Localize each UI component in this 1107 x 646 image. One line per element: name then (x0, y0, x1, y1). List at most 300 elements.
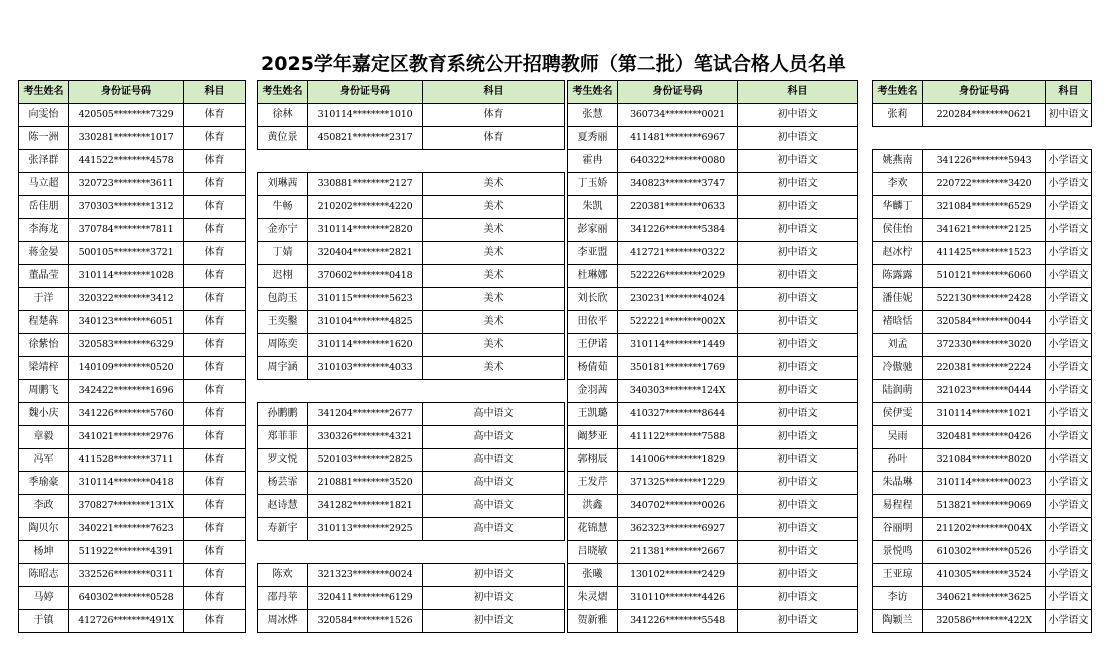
table-row (873, 403, 1092, 426)
subject: 体育 (184, 150, 246, 173)
id-number: 330881********2127 (308, 173, 423, 196)
id-number: 320404********2821 (308, 242, 423, 265)
subject: 小学语文 (1046, 610, 1092, 633)
table-row (873, 311, 1092, 334)
header-row (19, 81, 246, 104)
subject: 体育 (184, 449, 246, 472)
table-row (873, 587, 1092, 610)
header-row (258, 81, 565, 104)
id-number: 321084********6529 (923, 196, 1046, 219)
table-row (873, 265, 1092, 288)
subject: 初中语文 (738, 104, 858, 127)
table-row (568, 587, 858, 610)
table-row (19, 541, 246, 564)
id-number: 220381********0633 (618, 196, 738, 219)
candidate-name: 王发芹 (568, 472, 618, 495)
candidate-name: 杨坤 (19, 541, 69, 564)
candidate-name: 邵丹苹 (258, 587, 308, 610)
id-number: 310104********4825 (308, 311, 423, 334)
candidate-name: 冷傲驰 (873, 357, 923, 380)
table-row (568, 380, 858, 403)
candidate-name: 王奕鑿 (258, 311, 308, 334)
candidate-name: 李访 (873, 587, 923, 610)
empty-cell (423, 380, 565, 403)
table-row (19, 311, 246, 334)
table-row (568, 219, 858, 242)
id-number: 450821********2317 (308, 127, 423, 150)
table-row (873, 196, 1092, 219)
id-number: 310114********1028 (69, 265, 184, 288)
id-number: 330281********1017 (69, 127, 184, 150)
empty-cell (308, 380, 423, 403)
subject: 初中语文 (738, 472, 858, 495)
header-subject: 科目 (423, 81, 565, 104)
table-row (258, 288, 565, 311)
candidate-name: 洪鑫 (568, 495, 618, 518)
candidate-name: 侯佳怡 (873, 219, 923, 242)
header-id: 身份证号码 (923, 81, 1046, 104)
table-row (873, 564, 1092, 587)
subject: 初中语文 (738, 610, 858, 633)
subject: 初中语文 (1046, 104, 1092, 127)
candidate-name: 刘长欣 (568, 288, 618, 311)
candidate-name: 褚晗恬 (873, 311, 923, 334)
header-subject: 科目 (184, 81, 246, 104)
candidate-name: 李亚盟 (568, 242, 618, 265)
candidate-name: 阚梦亚 (568, 426, 618, 449)
subject: 小学语文 (1046, 173, 1092, 196)
empty-cell (423, 150, 565, 173)
candidate-name: 周宇涵 (258, 357, 308, 380)
candidate-name: 陈一洲 (19, 127, 69, 150)
table-row (19, 380, 246, 403)
id-number: 411425********1523 (923, 242, 1046, 265)
subject: 小学语文 (1046, 495, 1092, 518)
candidate-name: 马立超 (19, 173, 69, 196)
blank-row (258, 541, 565, 564)
candidate-name: 金亦宁 (258, 219, 308, 242)
subject: 小学语文 (1046, 219, 1092, 242)
candidate-name: 岳佳朋 (19, 196, 69, 219)
table-row (258, 242, 565, 265)
candidate-name: 刘琳茜 (258, 173, 308, 196)
table-row (568, 196, 858, 219)
id-number: 513821********9069 (923, 495, 1046, 518)
id-number: 211381********2667 (618, 541, 738, 564)
subject: 初中语文 (423, 564, 565, 587)
id-number: 332526********0311 (69, 564, 184, 587)
candidate-name: 蒋金晏 (19, 242, 69, 265)
table-row (19, 196, 246, 219)
candidate-name: 徐林 (258, 104, 308, 127)
id-number: 350181********1769 (618, 357, 738, 380)
id-number: 220381********2224 (923, 357, 1046, 380)
table-row (19, 403, 246, 426)
candidate-name: 冯军 (19, 449, 69, 472)
table-row (568, 242, 858, 265)
subject: 初中语文 (738, 495, 858, 518)
subject: 体育 (184, 357, 246, 380)
id-number: 340823********3747 (618, 173, 738, 196)
table-row (568, 564, 858, 587)
table-row (873, 472, 1092, 495)
id-number: 220284********0621 (923, 104, 1046, 127)
id-number: 210202********4220 (308, 196, 423, 219)
roster-table-2 (257, 80, 565, 633)
table-row (873, 150, 1092, 173)
id-number: 340221********7623 (69, 518, 184, 541)
id-number: 371325********1229 (618, 472, 738, 495)
candidate-name: 李海龙 (19, 219, 69, 242)
candidate-name: 陈露露 (873, 265, 923, 288)
subject: 初中语文 (738, 288, 858, 311)
id-number: 341204********2677 (308, 403, 423, 426)
candidate-name: 周冰烨 (258, 610, 308, 633)
table-row (258, 104, 565, 127)
table-row (873, 219, 1092, 242)
id-number: 372330********3020 (923, 334, 1046, 357)
table-row (873, 334, 1092, 357)
table-row (258, 127, 565, 150)
id-number: 220722********3420 (923, 173, 1046, 196)
subject: 高中语文 (423, 518, 565, 541)
table-row (258, 564, 565, 587)
id-number: 370602********0418 (308, 265, 423, 288)
subject: 小学语文 (1046, 242, 1092, 265)
table-row (568, 334, 858, 357)
table-row (568, 403, 858, 426)
id-number: 360734********0021 (618, 104, 738, 127)
candidate-name: 周陈奕 (258, 334, 308, 357)
id-number: 341226********5548 (618, 610, 738, 633)
header-name: 考生姓名 (873, 81, 923, 104)
table-row (873, 242, 1092, 265)
table-row (19, 449, 246, 472)
subject: 体育 (184, 196, 246, 219)
table-row (568, 357, 858, 380)
table-row (19, 495, 246, 518)
subject: 高中语文 (423, 449, 565, 472)
subject: 初中语文 (423, 587, 565, 610)
subject: 体育 (184, 242, 246, 265)
subject: 高中语文 (423, 472, 565, 495)
roster-table-1 (18, 80, 246, 633)
candidate-name: 徐紫怡 (19, 334, 69, 357)
subject: 高中语文 (423, 495, 565, 518)
empty-cell (258, 380, 308, 403)
subject: 小学语文 (1046, 403, 1092, 426)
candidate-name: 刘孟 (873, 334, 923, 357)
candidate-name: 王亚琼 (873, 564, 923, 587)
id-number: 320322********3412 (69, 288, 184, 311)
table-row (568, 426, 858, 449)
candidate-name: 季瑜豪 (19, 472, 69, 495)
id-number: 420505********7329 (69, 104, 184, 127)
id-number: 640302********0528 (69, 587, 184, 610)
id-number: 610302********0526 (923, 541, 1046, 564)
header-subject: 科目 (738, 81, 858, 104)
subject: 体育 (184, 472, 246, 495)
candidate-name: 张莉 (873, 104, 923, 127)
candidate-name: 孙叶 (873, 449, 923, 472)
subject: 美术 (423, 196, 565, 219)
id-number: 230231********4024 (618, 288, 738, 311)
subject: 初中语文 (738, 150, 858, 173)
id-number: 370303********1312 (69, 196, 184, 219)
table-row (19, 610, 246, 633)
subject: 小学语文 (1046, 150, 1092, 173)
subject: 体育 (184, 173, 246, 196)
table-row (873, 173, 1092, 196)
id-number: 320584********1526 (308, 610, 423, 633)
subject: 体育 (184, 288, 246, 311)
candidate-name: 夏秀丽 (568, 127, 618, 150)
id-number: 500105********3721 (69, 242, 184, 265)
table-row (19, 150, 246, 173)
candidate-name: 罗文悦 (258, 449, 308, 472)
subject: 美术 (423, 311, 565, 334)
subject: 体育 (184, 610, 246, 633)
id-number: 310115********5623 (308, 288, 423, 311)
candidate-name: 寿新宇 (258, 518, 308, 541)
candidate-name: 金羽茜 (568, 380, 618, 403)
subject: 小学语文 (1046, 426, 1092, 449)
subject: 初中语文 (738, 449, 858, 472)
empty-cell (423, 541, 565, 564)
header-id: 身份证号码 (308, 81, 423, 104)
header-row (568, 81, 858, 104)
empty-cell (923, 127, 1046, 150)
table-row (258, 334, 565, 357)
id-number: 141006********1829 (618, 449, 738, 472)
table-row (873, 518, 1092, 541)
page-title: 2025学年嘉定区教育系统公开招聘教师（第二批）笔试合格人员名单 (261, 53, 846, 75)
empty-cell (1046, 127, 1092, 150)
id-number: 640322********0080 (618, 150, 738, 173)
subject: 小学语文 (1046, 196, 1092, 219)
table-row (258, 265, 565, 288)
id-number: 522226********2029 (618, 265, 738, 288)
subject: 美术 (423, 334, 565, 357)
subject: 体育 (184, 334, 246, 357)
subject: 体育 (423, 104, 565, 127)
subject: 体育 (184, 104, 246, 127)
subject: 初中语文 (738, 196, 858, 219)
subject: 体育 (184, 403, 246, 426)
subject: 体育 (184, 495, 246, 518)
candidate-name: 赵诗慧 (258, 495, 308, 518)
subject: 初中语文 (738, 173, 858, 196)
table-row (568, 449, 858, 472)
id-number: 341621********2125 (923, 219, 1046, 242)
subject: 高中语文 (423, 426, 565, 449)
candidate-name: 章毅 (19, 426, 69, 449)
table-row (568, 311, 858, 334)
subject: 小学语文 (1046, 564, 1092, 587)
id-number: 411528********3711 (69, 449, 184, 472)
table-row (873, 104, 1092, 127)
id-number: 310114********1620 (308, 334, 423, 357)
table-row (873, 449, 1092, 472)
subject: 小学语文 (1046, 587, 1092, 610)
table-row (19, 104, 246, 127)
subject: 体育 (184, 426, 246, 449)
candidate-name: 张泽群 (19, 150, 69, 173)
id-number: 522221********002X (618, 311, 738, 334)
subject: 小学语文 (1046, 541, 1092, 564)
candidate-name: 陆润萌 (873, 380, 923, 403)
subject: 体育 (184, 587, 246, 610)
table-row (19, 472, 246, 495)
blank-row (258, 150, 565, 173)
header-name: 考生姓名 (258, 81, 308, 104)
id-number: 522130********2428 (923, 288, 1046, 311)
roster-table-3 (567, 80, 858, 633)
candidate-name: 谷丽明 (873, 518, 923, 541)
candidate-name: 贺新雅 (568, 610, 618, 633)
subject: 初中语文 (738, 311, 858, 334)
subject: 小学语文 (1046, 449, 1092, 472)
table-row (873, 357, 1092, 380)
table-row (568, 265, 858, 288)
subject: 初中语文 (738, 219, 858, 242)
subject: 体育 (184, 518, 246, 541)
table-row (568, 288, 858, 311)
candidate-name: 花锦慧 (568, 518, 618, 541)
candidate-name: 丁婧 (258, 242, 308, 265)
id-number: 341226********5384 (618, 219, 738, 242)
id-number: 310114********0418 (69, 472, 184, 495)
subject: 小学语文 (1046, 380, 1092, 403)
table-row (258, 449, 565, 472)
table-row (19, 242, 246, 265)
header-name: 考生姓名 (568, 81, 618, 104)
id-number: 310110********4426 (618, 587, 738, 610)
id-number: 441522********4578 (69, 150, 184, 173)
id-number: 310113********2925 (308, 518, 423, 541)
id-number: 410327********8644 (618, 403, 738, 426)
subject: 体育 (423, 127, 565, 150)
id-number: 330326********4321 (308, 426, 423, 449)
empty-cell (308, 541, 423, 564)
candidate-name: 陶贝尔 (19, 518, 69, 541)
table-row (258, 173, 565, 196)
candidate-name: 侯伊雯 (873, 403, 923, 426)
candidate-name: 于镇 (19, 610, 69, 633)
id-number: 321023********0444 (923, 380, 1046, 403)
table-row (19, 564, 246, 587)
header-subject: 科目 (1046, 81, 1092, 104)
candidate-name: 张慧 (568, 104, 618, 127)
id-number: 310114********0023 (923, 472, 1046, 495)
blank-row (258, 380, 565, 403)
candidate-name: 董晶莹 (19, 265, 69, 288)
candidate-name: 杨倩茹 (568, 357, 618, 380)
table-row (19, 288, 246, 311)
candidate-name: 朱凯 (568, 196, 618, 219)
candidate-name: 李欢 (873, 173, 923, 196)
table-row (568, 610, 858, 633)
candidate-name: 杨芸霏 (258, 472, 308, 495)
table-row (873, 426, 1092, 449)
candidate-name: 吴雨 (873, 426, 923, 449)
subject: 初中语文 (738, 518, 858, 541)
subject: 美术 (423, 242, 565, 265)
id-number: 310114********1021 (923, 403, 1046, 426)
candidate-name: 向雯怡 (19, 104, 69, 127)
id-number: 362323********6927 (618, 518, 738, 541)
id-number: 310114********1010 (308, 104, 423, 127)
id-number: 310114********1449 (618, 334, 738, 357)
id-number: 411122********7588 (618, 426, 738, 449)
table-row (258, 495, 565, 518)
subject: 小学语文 (1046, 311, 1092, 334)
table-row (19, 518, 246, 541)
table-row (19, 219, 246, 242)
header-id: 身份证号码 (69, 81, 184, 104)
subject: 初中语文 (738, 426, 858, 449)
subject: 小学语文 (1046, 357, 1092, 380)
id-number: 342422********1696 (69, 380, 184, 403)
subject: 初中语文 (738, 334, 858, 357)
candidate-name: 王伊诺 (568, 334, 618, 357)
candidate-name: 潘佳妮 (873, 288, 923, 311)
empty-cell (258, 150, 308, 173)
id-number: 510121********6060 (923, 265, 1046, 288)
roster-table-4 (872, 80, 1092, 633)
id-number: 340702********0026 (618, 495, 738, 518)
candidate-name: 姚燕南 (873, 150, 923, 173)
subject: 美术 (423, 288, 565, 311)
table-row (873, 610, 1092, 633)
table-row (873, 288, 1092, 311)
candidate-name: 黄位景 (258, 127, 308, 150)
subject: 小学语文 (1046, 288, 1092, 311)
subject: 初中语文 (738, 265, 858, 288)
candidate-name: 梁靖梓 (19, 357, 69, 380)
subject: 体育 (184, 380, 246, 403)
candidate-name: 马婷 (19, 587, 69, 610)
table-row (258, 403, 565, 426)
id-number: 320723********3611 (69, 173, 184, 196)
candidate-name: 吕晓敏 (568, 541, 618, 564)
table-row (258, 196, 565, 219)
table-row (873, 380, 1092, 403)
id-number: 511922********4391 (69, 541, 184, 564)
id-number: 341226********5760 (69, 403, 184, 426)
id-number: 140109********0520 (69, 357, 184, 380)
id-number: 410305********3524 (923, 564, 1046, 587)
id-number: 370784********7811 (69, 219, 184, 242)
table-row (568, 518, 858, 541)
header-row (873, 81, 1092, 104)
id-number: 310103********4033 (308, 357, 423, 380)
id-number: 320481********0426 (923, 426, 1046, 449)
candidate-name: 陈昭志 (19, 564, 69, 587)
table-row (568, 104, 858, 127)
candidate-name: 陶颖兰 (873, 610, 923, 633)
id-number: 370827********131X (69, 495, 184, 518)
subject: 初中语文 (738, 541, 858, 564)
empty-cell (873, 127, 923, 150)
candidate-name: 朱灵熠 (568, 587, 618, 610)
table-row (258, 219, 565, 242)
subject: 初中语文 (738, 357, 858, 380)
table-row (19, 587, 246, 610)
table-row (19, 357, 246, 380)
blank-row (873, 127, 1092, 150)
table-row (258, 357, 565, 380)
